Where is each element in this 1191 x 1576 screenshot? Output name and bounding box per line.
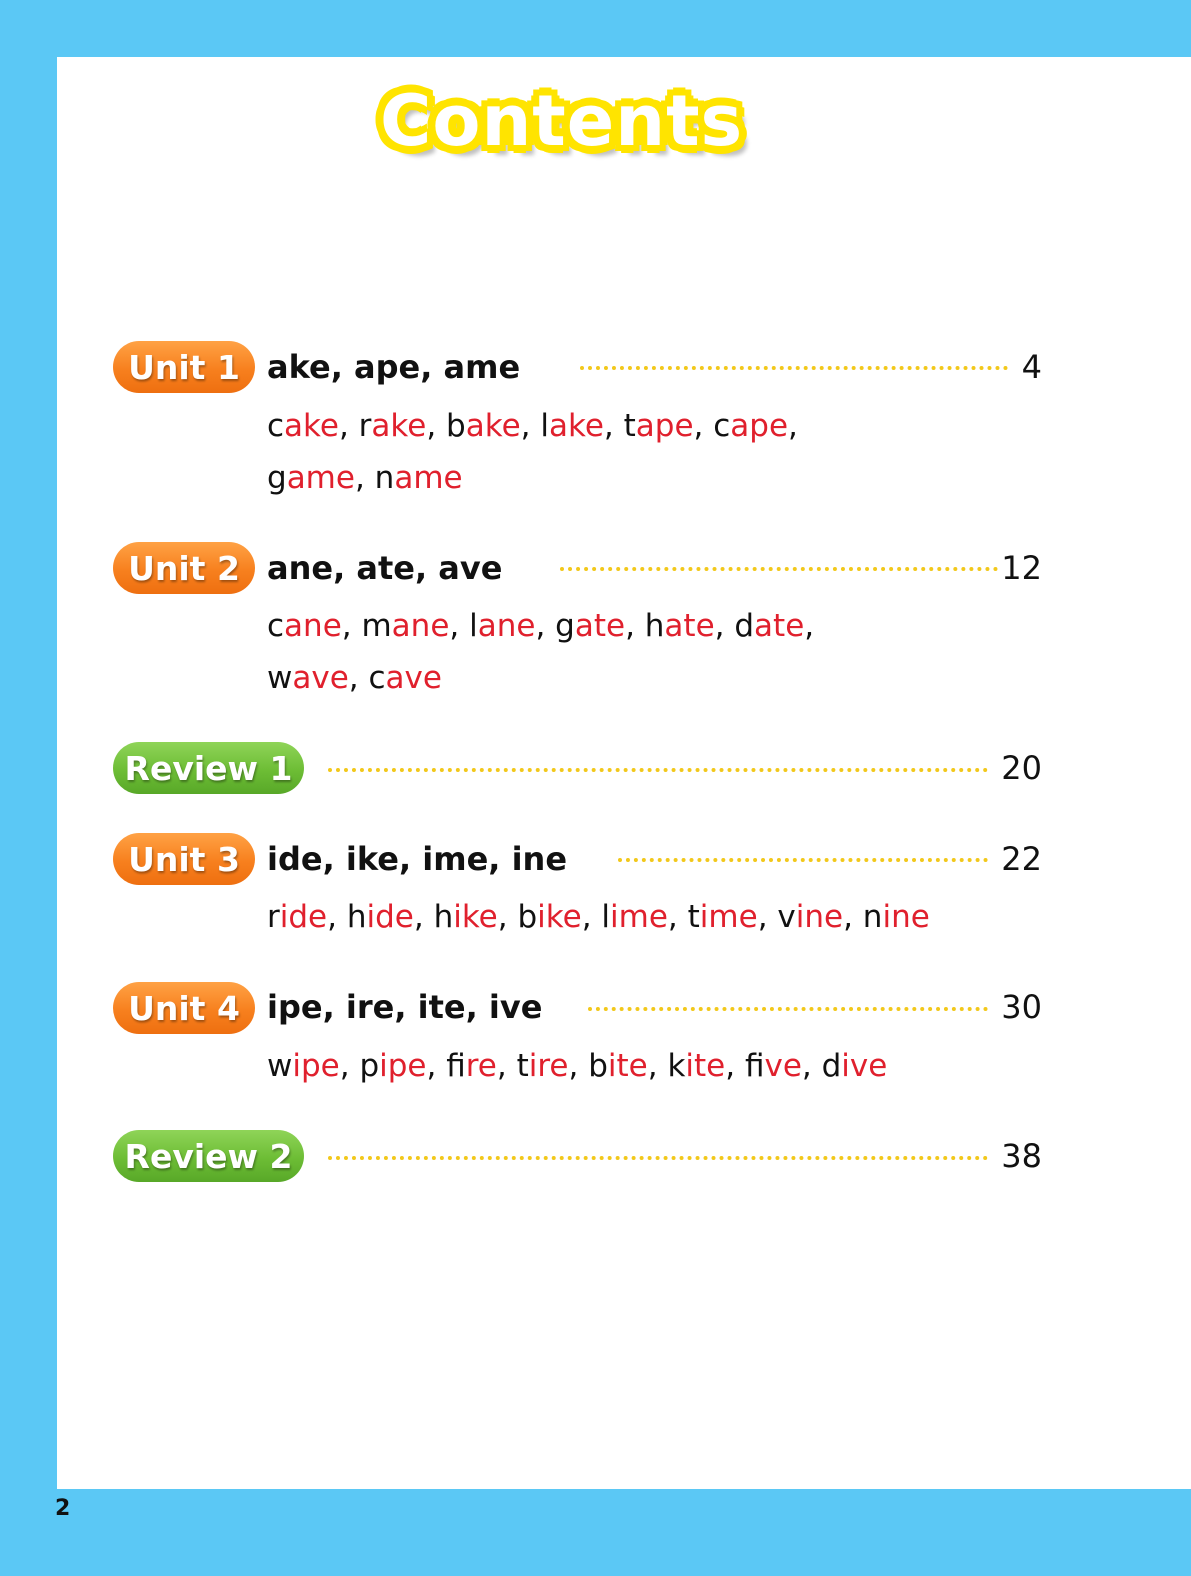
word-fragment: , c bbox=[693, 408, 731, 444]
highlighted-ending: ire bbox=[528, 1048, 569, 1084]
word-fragment: , bbox=[804, 608, 815, 644]
word-fragment: , b bbox=[426, 408, 466, 444]
highlighted-ending: ite bbox=[607, 1048, 648, 1084]
word-fragment: c bbox=[267, 608, 285, 644]
word-fragment: , k bbox=[647, 1048, 686, 1084]
highlighted-ending: ipe bbox=[379, 1048, 427, 1084]
word-fragment: , h bbox=[327, 899, 367, 935]
word-fragment: c bbox=[267, 408, 285, 444]
word-line bbox=[267, 891, 967, 943]
highlighted-ending: ake bbox=[465, 408, 521, 444]
word-fragment: , bbox=[788, 408, 798, 444]
word-fragment: , v bbox=[757, 899, 796, 935]
highlighted-ending: ake bbox=[284, 408, 339, 444]
word-fragment: g bbox=[267, 460, 287, 496]
review-1-leader-dots bbox=[328, 768, 988, 772]
unit-2-heading: ane, ate, ave bbox=[267, 549, 503, 587]
highlighted-ending: ime bbox=[610, 899, 668, 935]
highlighted-ending: ape bbox=[635, 408, 694, 444]
word-line bbox=[267, 1040, 967, 1092]
word-line bbox=[267, 400, 967, 452]
unit-3-page-number: 22 bbox=[1001, 840, 1042, 878]
unit-1-badge[interactable]: Unit 1 bbox=[113, 341, 255, 393]
unit-1-heading: ake, ape, ame bbox=[267, 348, 521, 386]
word-fragment: , n bbox=[843, 899, 883, 935]
highlighted-ending: ike bbox=[537, 899, 582, 935]
unit-4-heading: ipe, ire, ite, ive bbox=[267, 988, 543, 1026]
unit-2-word-list bbox=[267, 600, 967, 704]
highlighted-ending: ide bbox=[279, 899, 328, 935]
unit-4-badge[interactable]: Unit 4 bbox=[113, 982, 255, 1034]
unit-1-page-number: 4 bbox=[1021, 348, 1042, 386]
word-fragment: , t bbox=[603, 408, 636, 444]
unit-2-leader-dots bbox=[560, 567, 998, 571]
highlighted-ending: ive bbox=[764, 1048, 802, 1084]
word-fragment: r bbox=[267, 899, 280, 935]
word-fragment: , l bbox=[581, 899, 611, 935]
highlighted-ending: ane bbox=[284, 608, 342, 644]
highlighted-ending: ate bbox=[754, 608, 805, 644]
word-fragment: , t bbox=[667, 899, 700, 935]
review-2-badge[interactable]: Review 2 bbox=[113, 1130, 304, 1182]
page-number: 2 bbox=[55, 1496, 71, 1521]
word-fragment: w bbox=[267, 1048, 293, 1084]
highlighted-ending: ane bbox=[391, 608, 450, 644]
review-1-badge[interactable]: Review 1 bbox=[113, 742, 304, 794]
word-line bbox=[267, 652, 967, 704]
word-fragment: , m bbox=[341, 608, 392, 644]
highlighted-ending: ate bbox=[574, 608, 626, 644]
unit-4-word-list bbox=[267, 1040, 967, 1092]
unit-3-badge[interactable]: Unit 3 bbox=[113, 833, 255, 885]
highlighted-ending: ate bbox=[664, 608, 715, 644]
review-2-leader-dots bbox=[328, 1156, 988, 1160]
unit-2-page-number: 12 bbox=[1001, 549, 1042, 587]
word-fragment: , d bbox=[801, 1048, 842, 1084]
highlighted-ending: ire bbox=[465, 1048, 497, 1084]
unit-4-leader-dots bbox=[588, 1007, 988, 1011]
highlighted-ending: ake bbox=[548, 408, 604, 444]
word-fragment: , d bbox=[714, 608, 755, 644]
unit-3-word-list bbox=[267, 891, 967, 943]
highlighted-ending: ide bbox=[366, 899, 414, 935]
highlighted-ending: ime bbox=[699, 899, 758, 935]
word-fragment: , f bbox=[426, 1048, 466, 1084]
highlighted-ending: ine bbox=[882, 899, 930, 935]
word-fragment: , l bbox=[449, 608, 478, 644]
unit-4-page-number: 30 bbox=[1001, 988, 1042, 1026]
unit-1-leader-dots bbox=[580, 366, 1008, 370]
word-fragment: , t bbox=[496, 1048, 529, 1084]
highlighted-ending: ave bbox=[292, 660, 349, 696]
word-fragment: , c bbox=[348, 660, 386, 696]
highlighted-ending: ane bbox=[477, 608, 536, 644]
word-fragment: , p bbox=[339, 1048, 380, 1084]
word-fragment: , n bbox=[354, 460, 395, 496]
word-fragment: w bbox=[267, 660, 293, 696]
unit-3-leader-dots bbox=[618, 858, 988, 862]
unit-3-heading: ide, ike, ime, ine bbox=[267, 840, 568, 878]
highlighted-ending: ave bbox=[385, 660, 442, 696]
word-fragment: , b bbox=[497, 899, 538, 935]
review-1-page-number: 20 bbox=[1001, 749, 1042, 787]
word-fragment: , h bbox=[413, 899, 454, 935]
word-fragment: , b bbox=[568, 1048, 608, 1084]
highlighted-ending: ite bbox=[685, 1048, 726, 1084]
unit-1-word-list bbox=[267, 400, 967, 504]
highlighted-ending: ike bbox=[453, 899, 498, 935]
highlighted-ending: ive bbox=[841, 1048, 888, 1084]
word-line bbox=[267, 600, 967, 652]
highlighted-ending: ipe bbox=[292, 1048, 340, 1084]
word-fragment: , f bbox=[725, 1048, 765, 1084]
word-fragment: , h bbox=[625, 608, 665, 644]
unit-2-badge[interactable]: Unit 2 bbox=[113, 542, 255, 594]
highlighted-ending: ake bbox=[371, 408, 427, 444]
highlighted-ending: ine bbox=[795, 899, 844, 935]
page-title: Contents bbox=[380, 80, 744, 162]
word-line bbox=[267, 452, 967, 504]
review-2-page-number: 38 bbox=[1001, 1137, 1042, 1175]
word-fragment: , g bbox=[535, 608, 575, 644]
highlighted-ending: ame bbox=[286, 460, 355, 496]
word-fragment: , l bbox=[520, 408, 549, 444]
highlighted-ending: ame bbox=[394, 460, 463, 496]
word-fragment: , r bbox=[338, 408, 372, 444]
highlighted-ending: ape bbox=[730, 408, 789, 444]
